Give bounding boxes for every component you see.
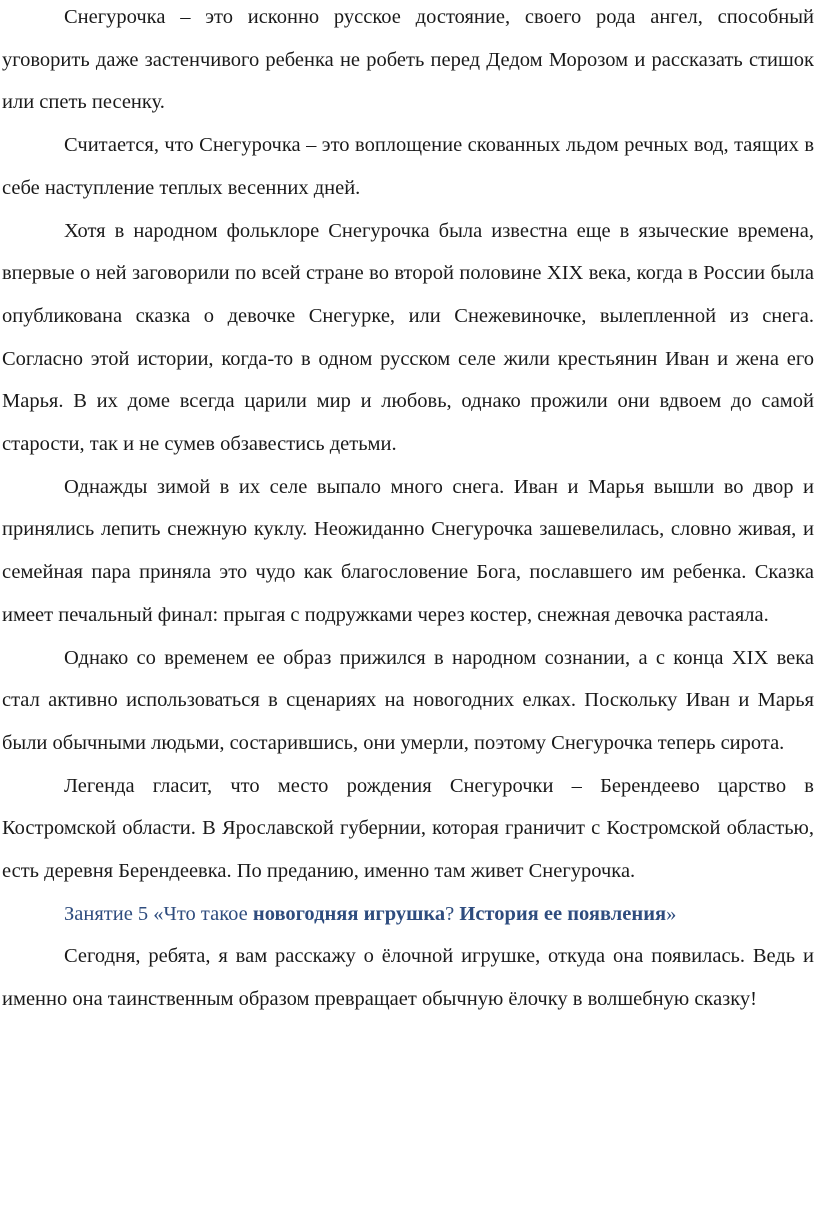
paragraph-6: Легенда гласит, что место рождения Снегурочки – Берендеево царство в Костромской области. В Ярославской губернии, которая граничит с Костромской областью, есть деревня Берендеевка. По преданию, именно там живет Снегурочка. — [2, 774, 814, 883]
heading-mid: ? — [445, 902, 460, 925]
paragraph-2: Считается, что Снегурочка – это воплощение скованных льдом речных вод, таящих в себе наступление теплых весенних дней. — [2, 134, 814, 199]
heading-prefix: Занятие 5 «Что такое — [64, 902, 253, 925]
heading-suffix: » — [666, 902, 677, 925]
paragraph-3: Хотя в народном фольклоре Снегурочка была известна еще в языческие времена, впервые о ней заговорили по всей стране во второй половине XIX века, когда в России была опубликована сказка о девочке Снегурке, или Снежевиночке, вылепленной из снега. Согласно этой истории, когда-то в одном русском селе жили крестьянин Иван и жена его Марья. В их доме всегда царили мир и любовь, однако прожили они вдвоем до самой старости, так и не сумев обзавестись детьми. — [2, 219, 814, 456]
heading-bold-topic: новогодняя игрушка — [252, 902, 446, 925]
heading-bold-history: История ее появления — [459, 902, 667, 925]
paragraph-5: Однако со временем ее образ прижился в народном сознании, а с конца XIX века стал активно использоваться в сценариях на новогодних елках. Поскольку Иван и Марья были обычными людьми, состарившись, они умерли, поэтому Снегурочка теперь сирота. — [2, 646, 814, 754]
paragraph-4: Однажды зимой в их селе выпало много снега. Иван и Марья вышли во двор и принялись лепить снежную куклу. Неожиданно Снегурочка зашевелилась, словно живая, и семейная пара приняла это чудо как благословение Бога, пославшего им ребенка. Сказка имеет печальный финал: прыгая с подружками через костер, снежная девочка растаяла. — [2, 475, 814, 626]
closing-paragraph: Сегодня, ребята, я вам расскажу о ёлочной игрушке, откуда она появилась. Ведь и именно она таинственным образом превращает обычную ёлочку в волшебную сказку! — [2, 945, 814, 1011]
lesson-heading — [2, 893, 814, 936]
paragraph-1: Снегурочка – это исконно русское достояние, своего рода ангел, способный уговорить даже застенчивого ребенка не робеть перед Дедом Морозом и рассказать стишок или спеть песенку. — [2, 6, 814, 114]
